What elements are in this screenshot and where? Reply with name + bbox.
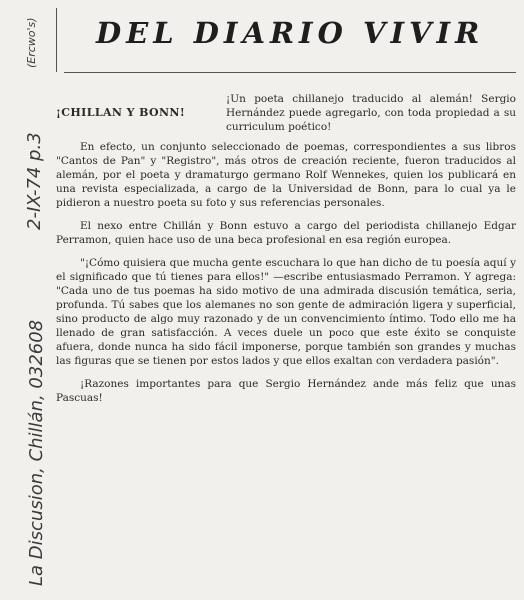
article-intro	[56, 82, 516, 140]
article-body	[56, 82, 516, 405]
column-title: DEL DIARIO VIVIR	[96, 16, 485, 50]
margin-note-date: 2-IX-74 p.3	[24, 132, 45, 230]
margin-note-top: (Ercwo's)	[25, 17, 38, 68]
column-header	[56, 8, 516, 72]
margin-note-source: La Discusion, Chillán, 032608	[26, 319, 47, 586]
article-lead: ¡Un poeta chillanejo traducido al alemán! Sergio Hernández puede agregarlo, con toda propiedad a su curriculum poético!	[226, 93, 516, 133]
article-paragraph-2: El nexo entre Chillán y Bonn estuvo a cargo del periodista chillanejo Edgar Perramon, quien hace uso de una beca profesional en esa región europea.	[56, 220, 516, 246]
header-divider	[64, 72, 516, 73]
article-closing: ¡Razones importantes para que Sergio Hernández ande más feliz que unas Pascuas!	[56, 378, 516, 404]
article-paragraph-1: En efecto, un conjunto seleccionado de poemas, correspondientes a sus libros "Cantos de Pan" y "Registro", más otros de creación reciente, fueron traducidos al alemán, por el poeta y dramaturgo germano Rolf Wennekes, quien los publicará en una revista especializada, a cargo de la Universidad de Bonn, para lo cual ya le pidieron a nuestro poeta su foto y sus referencias personales.	[56, 141, 516, 209]
article-kicker: ¡CHILLAN Y BONN!	[56, 106, 186, 119]
article-paragraph-3: "¡Cómo quisiera que mucha gente escuchara lo que han dicho de tu poesía aquí y el significado que tú tienes para ellos!" —escribe entusiasmado Perramon. Y agrega: "Cada uno de tus poemas ha sido motivo de una admirada discusión temática, seria, profunda. Tú sabes que los alemanes no son gente de admiración ligera y superficial, sino producto de algo muy razonado y de un convencimiento íntimo. Todo ello me ha llenado de gran satisfacción. A veces duele un poco que este éxito se conquiste afuera, donde nunca ha sido fácil imponerse, porque también son grandes y muchas las figuras que se tienen por estos lados y que ellos exaltan con verdadera pasión".	[56, 257, 516, 367]
